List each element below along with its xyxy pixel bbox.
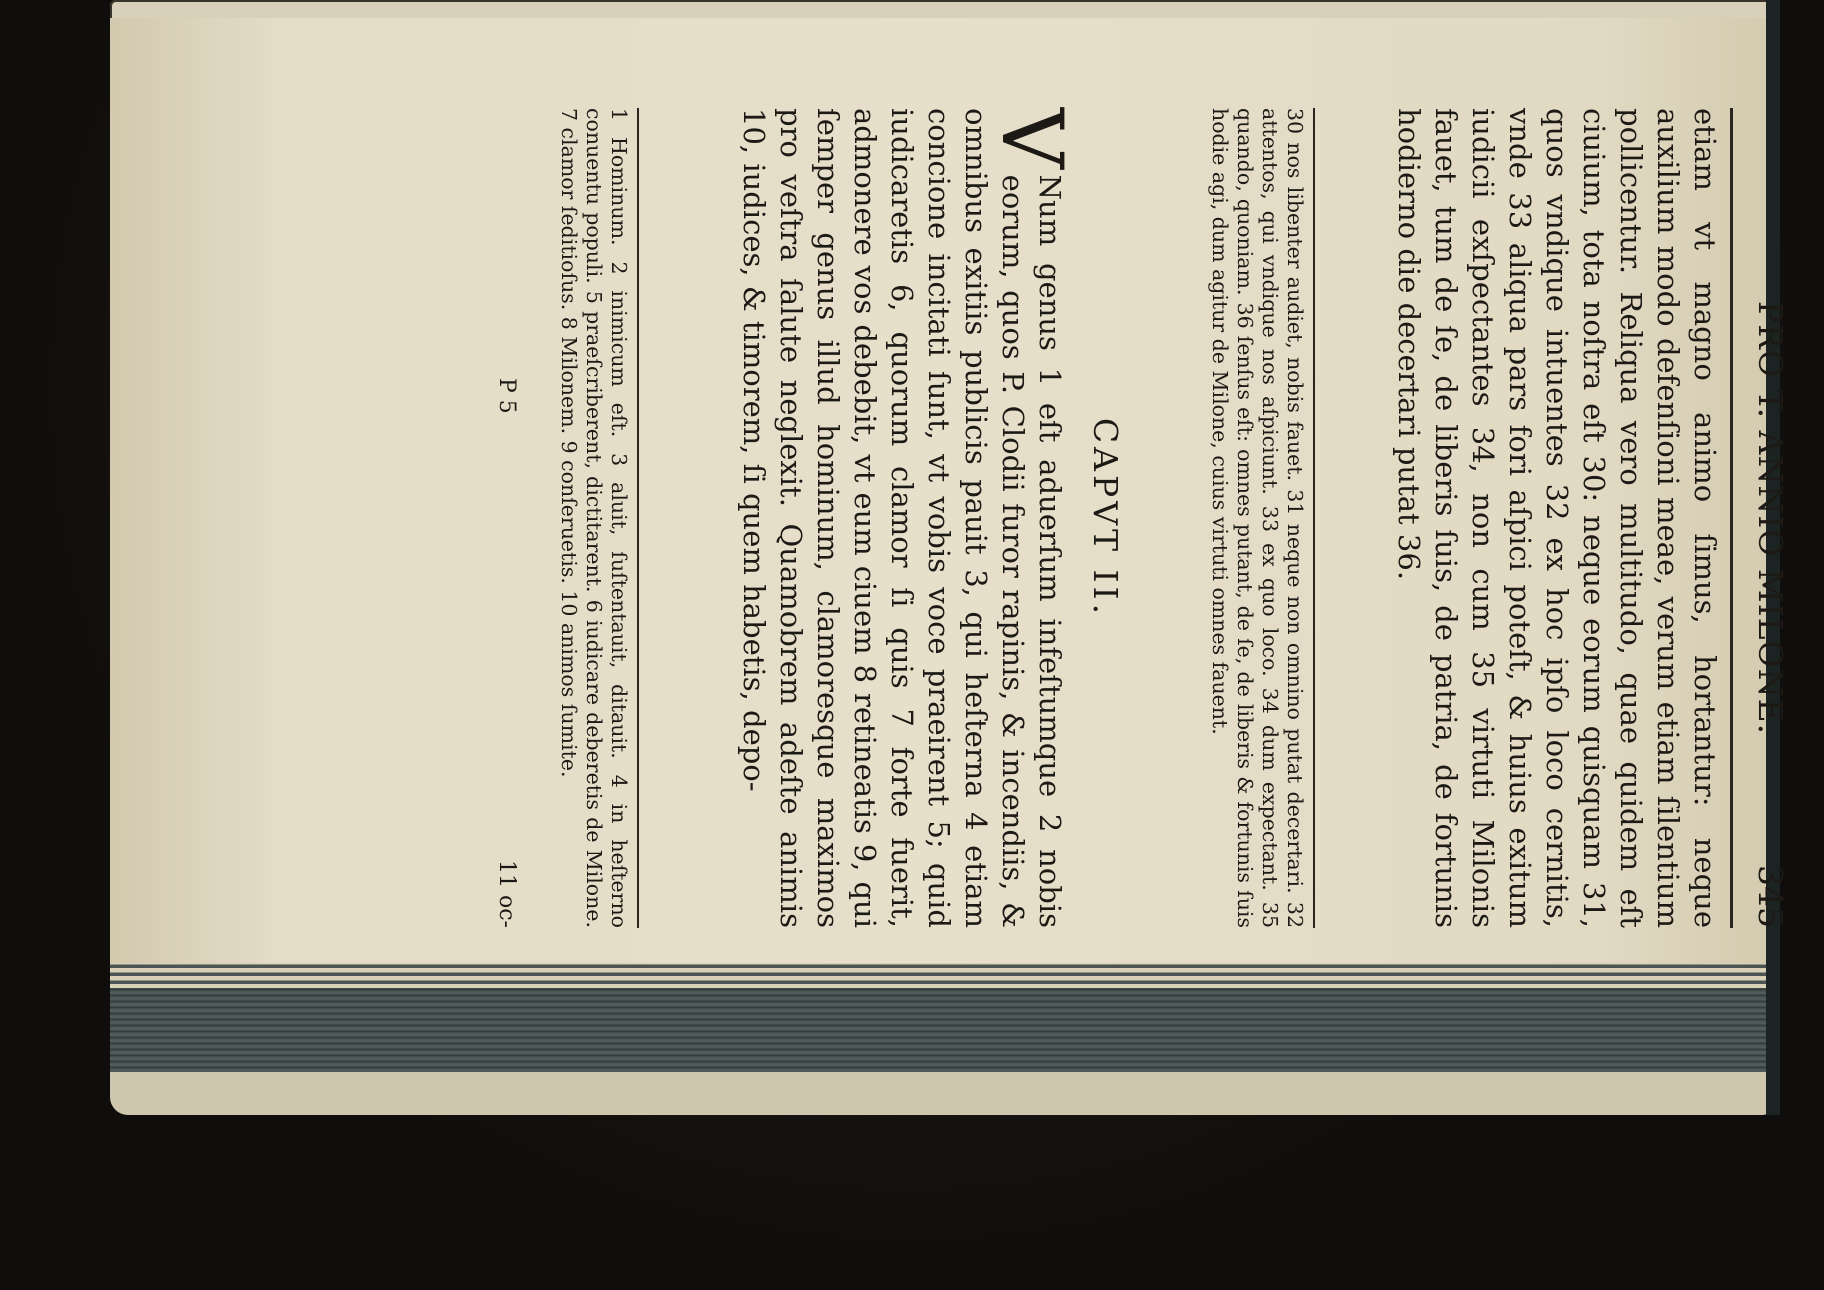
page-footer (489, 108, 519, 928)
book-page (110, 18, 1790, 963)
drop-cap: V (983, 108, 1081, 169)
footnotes-2: 1 Hominum. 2 inimicum eſt. 3 aluit, ſuſtentauit, ditauit. 4 in heſterno conuentu populi. 5 praeſcriberent, dictitarent. 6 iudicare deberetis de Milone. 7 clamor ſeditioſus. 8 Milonem. 9 conſeruetis. 10 animos ſumite. (557, 108, 631, 928)
page-fore-edge-top (110, 960, 1780, 988)
chapter-heading: CAPVT II. (1086, 417, 1125, 619)
book-cover-lower-edge (110, 1072, 1780, 1115)
footnote-rule (1313, 108, 1315, 928)
footnote-rule-2 (637, 108, 639, 928)
footnotes: 30 nos libenter audiet, nobis fauet. 31 neque non omnino putat decertari. 32 attentos, qui vndique nos aſpiciunt. 33 ex quo loco. 34 dum expectant. 35 quando, quoniam. 36 ſenſus eſt: omnes putant, de ſe, de liberis & fortunis ſuis hodie agi, dum agitur de Milone, cuius virtuti omnes fauent. (1208, 108, 1307, 928)
chapter-paragraph-text: Num genus 1 eſt aduerſum infeſtumque 2 nobis eorum, quos P. Clodii furor rapinis, & incendiis, & omnibus exitiis publicis pauit 3, qui heſterna 4 etiam concione incitati ſunt, vt vobis voce praeirent 5; quid iudicaretis 6, quorum clamor ſi quis 7 forte fuerit, admonere vos debebit, vt eum ciuem 8 retineatis 9, qui ſemper genus illud hominum, clamoresque maximos pro veſtra ſalute neglexit. Quamobrem adeſte animis 10, iudices, & timorem, ſi quem habetis, depo- (737, 108, 1067, 928)
page-number: 345 (1751, 865, 1790, 928)
page-text-block (425, 78, 1824, 958)
header-rule (1730, 108, 1733, 928)
chapter-paragraph (735, 108, 1081, 928)
catchword: 11 oc- (494, 860, 519, 928)
book (110, 0, 1790, 1115)
signature-mark: P 5 (494, 378, 519, 414)
page-title: PRO T. ANNIO MILONE. (1751, 300, 1790, 736)
running-head (1750, 108, 1790, 928)
body-paragraph: etiam vt magno animo ſimus, hortantur: neque auxilium modo defenſioni meae, verum etiam ſilentium pollicentur. Reliqua vero multitudo, quae quidem eſt ciuium, tota noſtra eſt 30: neque eorum quisquam 31, quos vndique intuentes 32 ex hoc ipſo loco cernitis, vnde 33 aliqua pars fori aſpici poteſt, & huius exitum iudicii exſpectantes 34, non cum 35 virtuti Milonis fauet, tum de ſe, de liberis ſuis, de patria, de fortunis hodierno die decertari putat 36. (1392, 108, 1722, 928)
